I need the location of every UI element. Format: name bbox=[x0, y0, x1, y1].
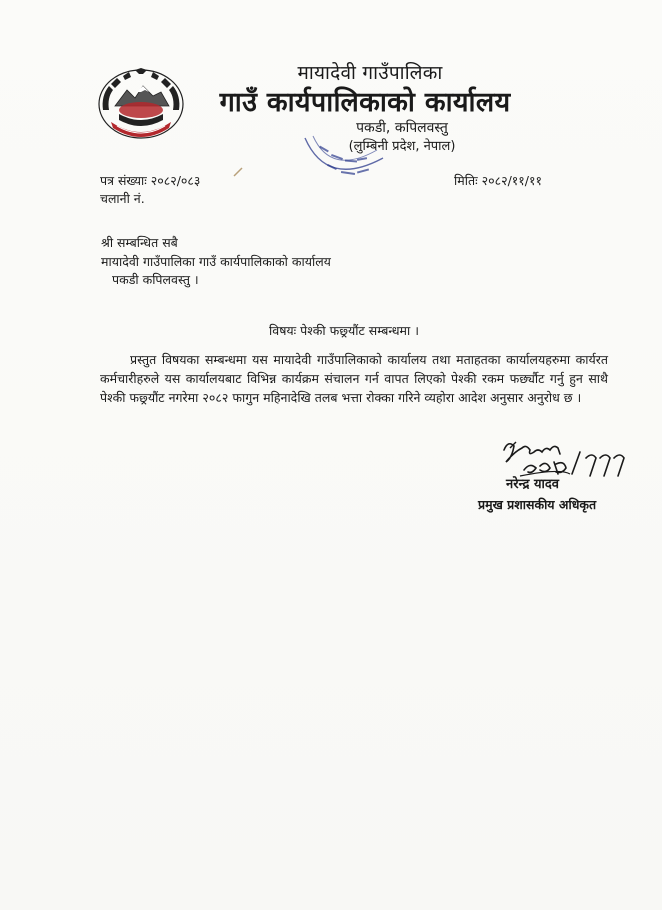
dispatch-number: चलानी नं. bbox=[100, 191, 145, 206]
nepal-emblem-icon bbox=[97, 66, 185, 140]
signer-title: प्रमुख प्रशासकीय अधिकृत bbox=[478, 497, 597, 512]
office-name: गाउँ कार्यपालिकाको कार्यालय bbox=[219, 87, 511, 118]
paper-mark-icon bbox=[233, 167, 243, 177]
office-address: पकडी, कपिलवस्तु bbox=[356, 120, 448, 136]
recipient-line-1: श्री सम्बन्धित सबै bbox=[101, 235, 178, 250]
handwritten-signature-icon bbox=[500, 438, 630, 480]
letter-number: पत्र संख्याः २०८२/०८३ bbox=[100, 173, 201, 188]
signer-name: नरेन्द्र यादव bbox=[506, 477, 560, 492]
recipient-line-3: पकडी कपिलवस्तु । bbox=[112, 272, 199, 287]
office-stamp-icon bbox=[297, 128, 387, 190]
recipient-line-2: मायादेवी गाउँपालिका गाउँ कार्यपालिकाको कार्यालय bbox=[101, 253, 331, 269]
letter-body: प्रस्तुत विषयका सम्बन्धमा यस मायादेवी गाउँपालिकाको कार्यालय तथा मताहतका कार्यालयहरुमा कार्यरत कर्मचारीहरुले यस कार्यालयबाट विभिन्न कार्यक्रम संचालन गर्न वापत लिएको पेश्की रकम फर्छ्यौट गर्नु हुन साथै पेश्की फछ्र्यौंट नगरेमा २०८२ फागुन महिनादेखि तलब भत्ता रोक्का गरिने व्यहोरा आदेश अनुसार अनुरोध छ । bbox=[100, 352, 608, 405]
subject-text: विषयः पेश्की फछ्र्यौंट सम्बन्धमा । bbox=[269, 323, 419, 338]
subject-line bbox=[0, 322, 662, 340]
letter-date: मितिः २०८२/११/११ bbox=[454, 173, 542, 188]
recipient-block bbox=[101, 234, 331, 290]
office-province: (लुम्बिनी प्रदेश, नेपाल) bbox=[348, 139, 456, 154]
municipality-name: मायादेवी गाउँपालिका bbox=[297, 62, 443, 84]
